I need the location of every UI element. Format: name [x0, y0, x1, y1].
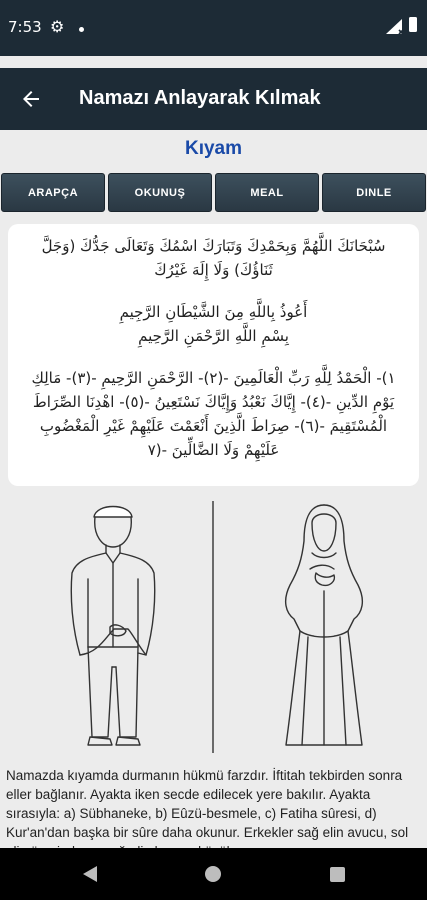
man-standing-icon: [58, 497, 168, 753]
woman-standing-icon: [272, 501, 376, 753]
arrow-left-icon[interactable]: [19, 87, 43, 111]
fatiha-text: ١)- الْحَمْدُ لِلَّهِ رَبِّ الْعَالَمِينَ -(٢)- الرَّحْمَنِ الرَّحِيمِ -(٣)- مَالِكِ يَوْمِ الدِّينِ -(٤)- إِيَّاكَ نَعْبُدُ وَإِيَّاكَ نَسْتَعِينُ -(٥)- اهْدِنَا الصِّرَاطَ الْمُسْتَقِيمَ -(٦)- صِرَاطَ الَّذِينَ أَنْعَمْتَ عَلَيْهِمْ غَيْرِ الْمَغْضُوبِ عَلَيْهِمْ وَلَا الضَّالِّينَ -(٧: [31, 369, 396, 459]
section-title: Kıyam: [184, 138, 243, 159]
nav-recents-icon[interactable]: [330, 867, 345, 882]
tab-arapca[interactable]: ARAPÇA: [1, 173, 105, 212]
status-time: 7:53: [8, 18, 42, 36]
besmele-text: بِسْمِ اللَّهِ الرَّحْمَنِ الرَّحِيمِ: [138, 327, 289, 345]
tab-meal[interactable]: MEAL: [215, 173, 319, 212]
description-text: Namazda kıyamda durmanın hükmü farzdır. İftitah tekbirden sonra eller bağlanır. Ayakta iken secde edilecek yere bakılır. Ayakta sırasıyla: a) Sübhaneke, b) Eûzü-besmele, c) Fatiha sûresi, d) Kur'an'dan başka bir sûre daha okunur. Erkekler sağ elin avucu, sol: [6, 768, 409, 840]
subhaneke-text: سُبْحَانَكَ اللَّهُمَّ وَبِحَمْدِكَ وَتَبَارَكَ اسْمُكَ وَتَعَالَى جَدُّكَ (وَجَلَّ ثَنَاؤُكَ) وَلَا إِلَهَ غَيْرُكَ: [41, 237, 386, 279]
tab-bar: [0, 173, 427, 212]
divider: [212, 501, 214, 753]
arabic-text-card: [8, 224, 419, 486]
battery-icon: [409, 17, 417, 32]
kiyam-illustration: [0, 495, 427, 758]
page-title: Namazı Anlayarak Kılmak: [79, 87, 321, 109]
tab-okunus[interactable]: OKUNUŞ: [108, 173, 212, 212]
app-bar: [0, 68, 427, 130]
signal-icon: [386, 19, 403, 34]
status-bar: [0, 0, 427, 56]
gear-icon: ⚙: [50, 17, 65, 36]
euzu-text: أَعُوذُ بِاللَّهِ مِنَ الشَّيْطَانِ الرَّجِيمِ: [119, 303, 308, 321]
nav-home-icon[interactable]: [205, 866, 221, 882]
notification-dot-icon: [79, 27, 84, 32]
tab-dinle[interactable]: DINLE: [322, 173, 426, 212]
nav-back-icon[interactable]: [83, 866, 97, 882]
